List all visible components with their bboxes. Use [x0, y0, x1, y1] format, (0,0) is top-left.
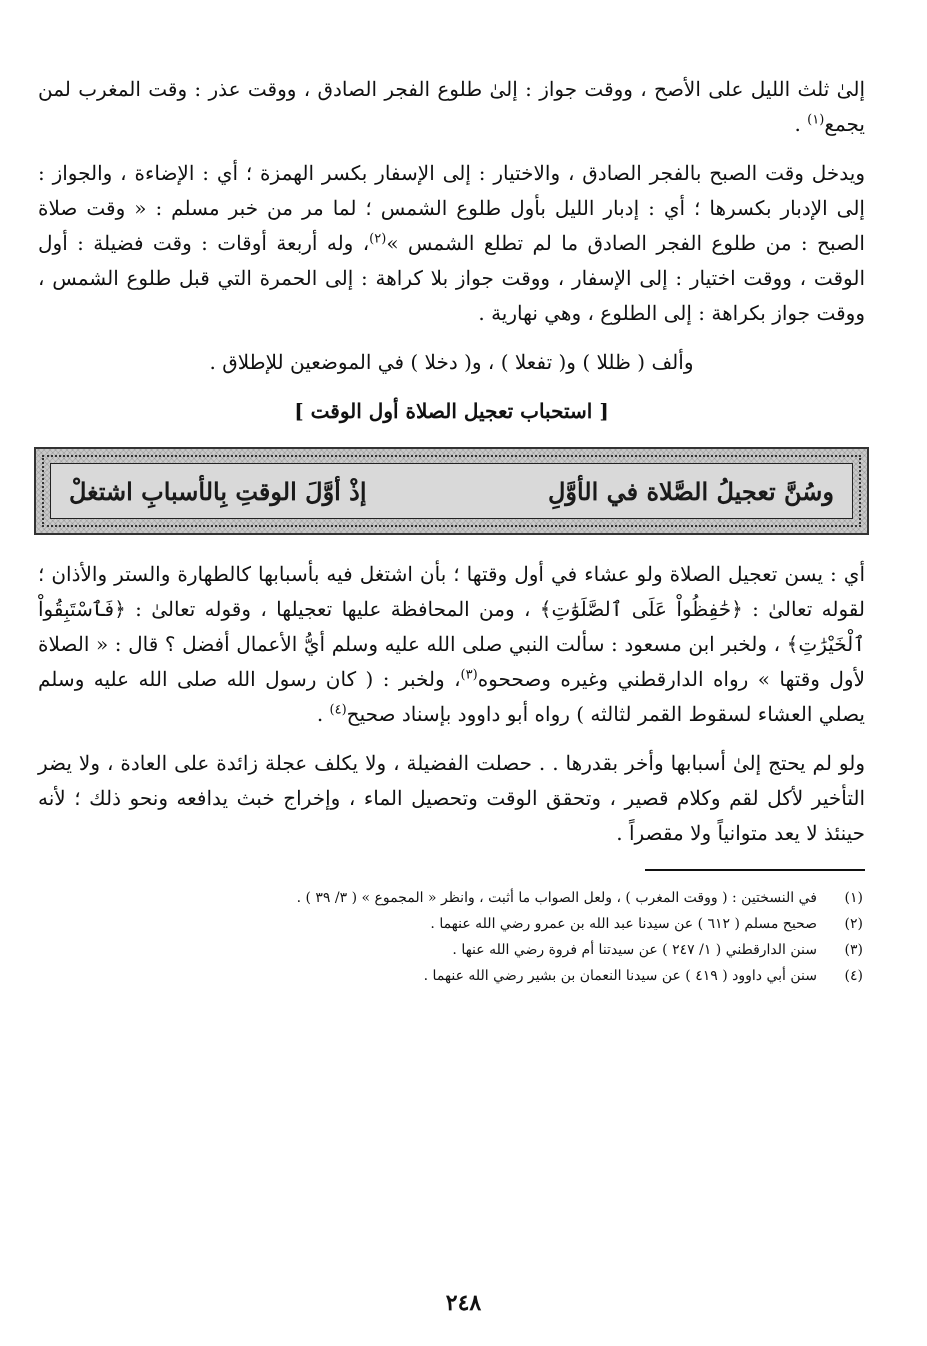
alif-note: وألف ( ظللا ) و( تفعلا ) ، و( دخلا ) في الموضعين للإطلاق . — [209, 350, 694, 374]
footnote-text: سنن أبي داوود ( ٤١٩ ) عن سيدنا النعمان بن بشير رضي الله عنهما . — [423, 968, 817, 984]
footnote-divider — [645, 869, 865, 871]
footnote-item — [38, 911, 863, 937]
paragraph-text-continued: ، ولخبر : ( كان رسول الله صلى الله عليه وسلم يصلي العشاء لسقوط القمر لثالثه ) رواه أبو داوود بإسناد صحيح — [38, 667, 865, 726]
verse-right-hemistich: وسُنَّ تعجيلُ الصَّلاة في الأوَّلِ — [547, 476, 834, 506]
footnote-number: (١) — [844, 890, 863, 906]
paragraph-text: ويدخل وقت الصبح بالفجر الصادق ، والاختيار : إلى الإسفار بكسر الهمزة ؛ أي : الإضاءة ، والجواز : إلى الإدبار بكسرها ؛ أي : إدبار الليل بأول طلوع الشمس ؛ لما مر من خبر مسلم : « وقت صلاة الصبح : من طلوع الفجر الصادق ما لم تطلع الشمس » — [38, 161, 865, 255]
footnote-mark-3: (٣) — [460, 667, 478, 683]
paragraph-delay: ولو لم يحتج إلىٰ أسبابها وأخر بقدرها . . حصلت الفضيلة ، ولا يكلف عجلة زائدة على العادة ، ولا يضر التأخير لأكل لقم وكلام قصير ، وتحقق الوقت وتحصيل الماء ، وإخراج خبث يدافعه ونحو ذلك ؛ لأنه حينئذ لا يعد متوانياً ولا مقصراً . — [38, 751, 865, 845]
verse-frame — [34, 447, 869, 535]
paragraph-text: إلىٰ ثلث الليل على الأصح ، ووقت جواز : إلىٰ طلوع الفجر الصادق ، ووقت عذر : وقت المغرب لمن يجمع — [38, 77, 865, 136]
footnote-mark-2: (٢) — [369, 231, 387, 247]
footnote-number: (٣) — [844, 942, 863, 958]
footnote-item — [38, 885, 863, 911]
paragraph-end: . — [316, 702, 324, 726]
footnote-text: سنن الدارقطني ( ١/ ٢٤٧ ) عن سيدتنا أم فروة رضي الله عنها . — [452, 942, 817, 958]
footnote-item — [38, 963, 863, 989]
book-page — [38, 72, 865, 1346]
footnote-item — [38, 937, 863, 963]
footnote-mark-1: (١) — [807, 112, 825, 128]
page-number: ٢٤٨ — [445, 1290, 482, 1316]
section-heading: [ استحباب تعجيل الصلاة أول الوقت ] — [294, 399, 609, 423]
paragraph-early-prayer — [38, 557, 865, 732]
footnote-number: (٤) — [844, 968, 863, 984]
paragraph-night-times: إلىٰ ثلث الليل على الأصح ، ووقت جواز : إلىٰ طلوع الفجر الصادق ، ووقت عذر : وقت المغرب لمن يجمع$^{(١)}$ . — [38, 77, 865, 136]
paragraph-fajr-times — [38, 156, 865, 331]
footnote-text: صحيح مسلم ( ٦١٢ ) عن سيدنا عبد الله بن عمرو رضي الله عنهما . — [430, 916, 817, 932]
footnote-mark-4: (٤) — [329, 702, 347, 718]
verse-panel — [50, 463, 853, 519]
footnotes — [38, 885, 865, 989]
footnote-number: (٢) — [844, 916, 863, 932]
paragraph-text: أي : يسن تعجيل الصلاة ولو عشاء في أول وقتها ؛ بأن اشتغل فيه بأسبابها كالطهارة والستر والأذان ؛ لقوله تعالىٰ : ﴿حَٰفِظُواْ عَلَى ٱلصَّلَوَٰتِ﴾ ، ومن المحافظة عليها تعجيلها ، وقوله تعالىٰ : ﴿فَٱسْتَبِقُواْ ٱلْخَيْرَٰتِ﴾ ، ولخبر ابن مسعود : سألت النبي صلى الله عليه وسلم أيُّ الأعمال أفضل ؟ قال : « الصلاة لأول وقتها » رواه الدارقطني وغيره وصححوه — [38, 562, 865, 691]
footnote-text: في النسختين : ( ووقت المغرب ) ، ولعل الصواب ما أثبت ، وانظر « المجموع » ( ٣/ ٣٩ ) . — [296, 890, 817, 906]
paragraph-text-continued: ، وله أربعة أوقات : وقت فضيلة : أول الوقت ، ووقت اختيار : إلى الإسفار ، ووقت جواز بلا كراهة : إلى الحمرة التي قبل طلوع الشمس ، ووقت جواز بكراهة : إلى الطلوع ، وهي نهارية . — [38, 231, 865, 325]
verse-left-hemistich: إذْ أوَّلَ الوقتِ بِالأسبابِ اشتغلْ — [69, 476, 367, 506]
